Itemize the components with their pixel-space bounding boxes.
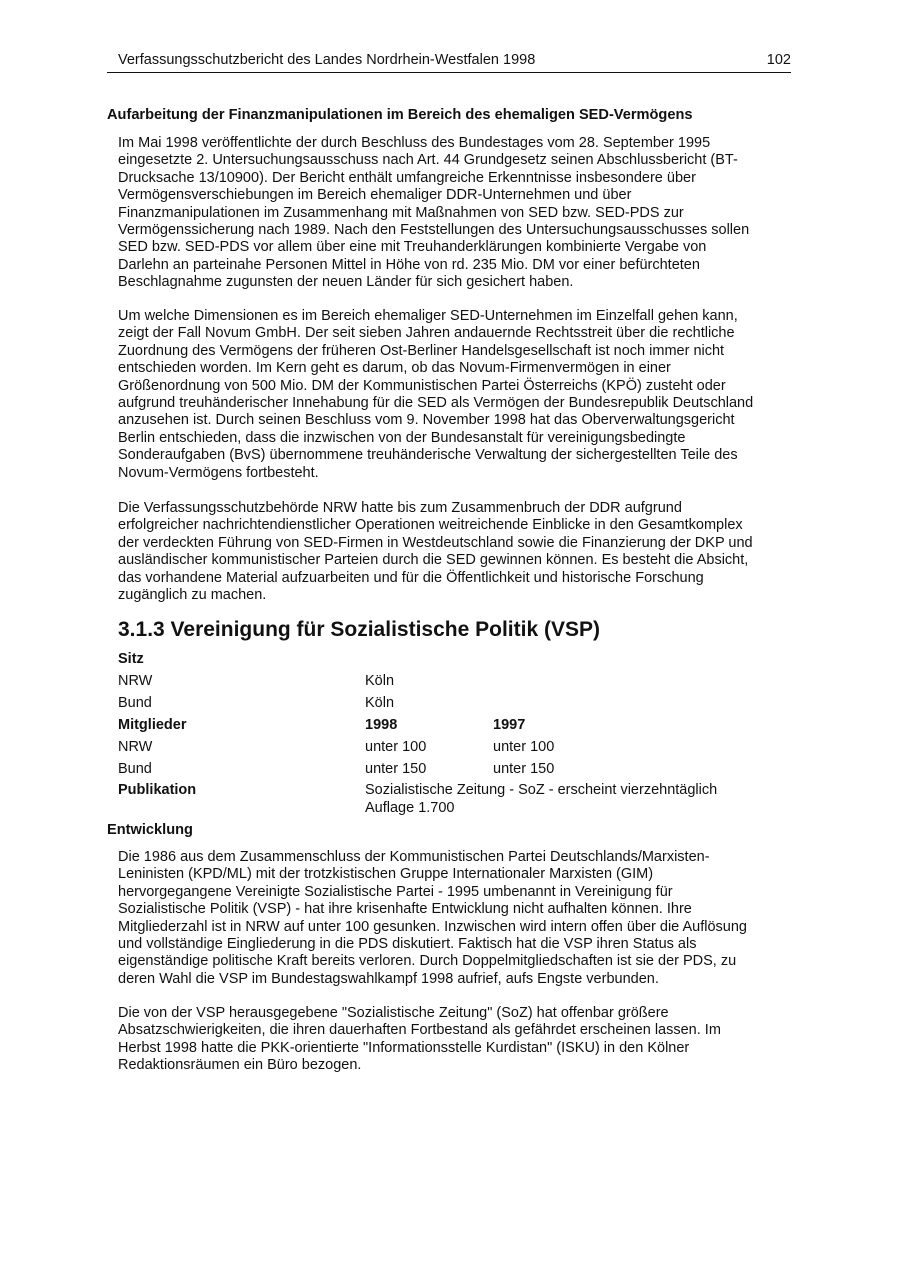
mitglieder-value-1997: unter 100	[493, 739, 555, 755]
year-1997-header: 1997	[493, 717, 526, 733]
page-header	[107, 51, 791, 73]
text-line: Die von der VSP herausgegebene "Sozialistische Zeitung" (SoZ) hat offenbar größere	[118, 1005, 669, 1021]
text-line: zeigt der Fall Novum GmbH. Der seit sieben Jahren andauernde Rechtsstreit über die rechtliche	[118, 325, 735, 342]
text-line: Leninisten (KPD/ML) mit der trotzkistischen Gruppe Internationaler Marxisten (GIM)	[118, 866, 654, 883]
text-line: Vermögensverschiebungen im Bereich ehemaliger DDR-Unternehmen und über	[118, 187, 632, 204]
paragraph-1	[118, 135, 788, 292]
paragraph-3	[118, 500, 788, 604]
text-line: Um welche Dimensionen es im Bereich ehemaliger SED-Unternehmen im Einzelfall gehen kann,	[118, 308, 738, 324]
text-line: ausländischer kommunistischer Parteien durch die SED gewinnen können. Es besteht die Absicht,	[118, 552, 749, 569]
sitz-row-value: Köln	[365, 673, 395, 689]
text-line: deren Wahl die VSP im Bundestagswahlkampf 1998 aufrief, aufs Engste verbunden.	[118, 970, 659, 987]
text-line: eingesetzte 2. Untersuchungsausschuss nach Art. 44 Grundgesetz seinen Abschlussbericht (BT-	[118, 152, 738, 169]
text-line: Vermögenssicherung nach 1989. Nach den Feststellungen des Untersuchungsausschusses sollen	[118, 222, 750, 239]
text-line: Redaktionsräumen ein Büro bezogen.	[118, 1057, 362, 1074]
mitglieder-row-label: Bund	[118, 761, 152, 777]
text-line: Absatzschwierigkeiten, die ihren dauerhaften Fortbestand als gefährdet erscheinen lassen. Im	[118, 1022, 721, 1039]
mitglieder-value-1998: unter 100	[365, 739, 427, 755]
text-line: Die Verfassungsschutzbehörde NRW hatte bis zum Zusammenbruch der DDR aufgrund	[118, 500, 682, 516]
entwicklung-heading: Entwicklung	[107, 822, 193, 838]
paragraph-2	[118, 308, 788, 482]
sitz-label: Sitz	[118, 651, 144, 667]
text-line: und vollständige Eingliederung in die PDS diskutiert. Faktisch hat die VSP ihren Status als	[118, 936, 697, 953]
text-line: Größenordnung von 500 Mio. DM der Kommunistischen Partei Österreichs (KPÖ) zusteht oder	[118, 377, 726, 394]
text-line: Berlin entschieden, dass die inzwischen von der Bundesanstalt für vereinigungsbedingte	[118, 429, 686, 446]
text-line: Darlehn an parteinahe Personen Mittel in Höhe von rd. 235 Mio. DM vor einer befürchteten	[118, 256, 700, 273]
text-line: hervorgegangene Vereinigte Sozialistische Partei - 1995 umbenannt in Vereinigung für	[118, 883, 673, 900]
sitz-row-value: Köln	[365, 695, 395, 711]
page-number: 102	[766, 52, 791, 68]
sitz-row-label: NRW	[118, 673, 153, 689]
text-line: Mitgliederzahl ist in NRW auf unter 100 gesunken. Inzwischen wird intern offen über die Auflösung	[118, 918, 747, 935]
text-line: erfolgreicher nachrichtendienstlicher Operationen weitreichende Einblicke in den Gesamtkomplex	[118, 517, 743, 534]
publikation-line-1: Sozialistische Zeitung - SoZ - erscheint vierzehntäglich	[365, 782, 718, 798]
text-line: Beschlagnahme zugunsten der neuen Länder für sich gesichert haben.	[118, 274, 574, 291]
text-line: der verdeckten Führung von SED-Firmen in Westdeutschland sowie die Finanzierung der DKP und	[118, 534, 753, 551]
publikation-line-2: Auflage 1.700	[365, 800, 455, 816]
text-line: Herbst 1998 hatte die PKK-orientierte "Informationsstelle Kurdistan" (ISKU) in den Kölner	[118, 1039, 690, 1056]
header-title: Verfassungsschutzbericht des Landes Nordrhein-Westfalen 1998	[118, 52, 536, 68]
text-line: zugänglich zu machen.	[118, 587, 267, 604]
mitglieder-value-1997: unter 150	[493, 761, 555, 777]
text-line: Sozialistische Politik (VSP) - hat ihre krisenhafte Entwicklung nicht aufhalten können. Ihre	[118, 901, 692, 918]
text-line: Drucksache 13/10900). Der Bericht enthält umfangreiche Erkenntnisse insbesondere über	[118, 169, 696, 186]
text-line: Die 1986 aus dem Zusammenschluss der Kommunistischen Partei Deutschlands/Marxisten-	[118, 849, 710, 865]
text-line: entschieden worden. Im Kern geht es darum, ob das Novum-Firmenvermögen in einer	[118, 360, 671, 377]
paragraph-5	[118, 1005, 788, 1075]
text-line: eigenständige politische Kraft bereits verloren. Durch Doppelmitgliedschaften ist sie der PDS, zu	[118, 953, 737, 970]
text-line: Novum-Vermögens fortbesteht.	[118, 464, 319, 481]
section-title-vsp: 3.1.3 Vereinigung für Sozialistische Politik (VSP)	[118, 618, 600, 641]
mitglieder-label: Mitglieder	[118, 717, 187, 733]
section-heading-finanz: Aufarbeitung der Finanzmanipulationen im Bereich des ehemaligen SED-Vermögens	[107, 107, 693, 123]
text-line: anzusehen ist. Durch seinen Beschluss vom 9. November 1998 hat das Oberverwaltungsgericht	[118, 412, 735, 429]
sitz-row-label: Bund	[118, 695, 152, 711]
mitglieder-value-1998: unter 150	[365, 761, 427, 777]
publikation-label: Publikation	[118, 782, 197, 798]
text-line: Zuordnung des Vermögens der früheren Ost-Berliner Handelsgesellschaft ist noch immer nicht	[118, 342, 725, 359]
year-1998-header: 1998	[365, 717, 398, 733]
text-line: das vorhandene Material aufzuarbeiten und für die Öffentlichkeit und historische Forschung	[118, 569, 704, 586]
mitglieder-row-label: NRW	[118, 739, 153, 755]
paragraph-4	[118, 849, 788, 988]
text-line: Sonderaufgaben (BvS) übernommene treuhänderische Verwaltung der sichergestellten Teile des	[118, 447, 738, 464]
text-line: Finanzmanipulationen im Zusammenhang mit Maßnahmen von SED bzw. SED-PDS zur	[118, 204, 684, 221]
text-line: Im Mai 1998 veröffentlichte der durch Beschluss des Bundestages vom 28. September 1995	[118, 135, 711, 151]
text-line: SED bzw. SED-PDS vor allem über eine mit Treuhanderklärungen kombinierte Vergabe von	[118, 239, 707, 256]
text-line: aufgrund treuhänderischer Innehabung für die SED als Vermögen der Bundesrepublik Deutschland	[118, 395, 754, 412]
